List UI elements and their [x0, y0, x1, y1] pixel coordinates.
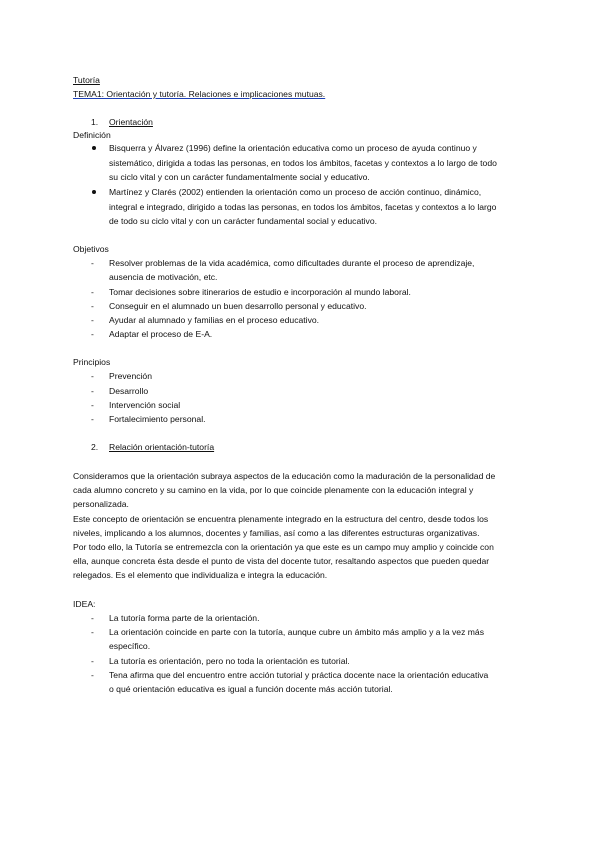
paragraph-line: cada alumno concreto y su camino en la vida, por lo que coincide plenamente con la educación integral y: [73, 485, 474, 495]
obj-item-5: Adaptar el proceso de E-A.: [109, 329, 213, 339]
idea-item-1: La tutoría forma parte de la orientación.: [109, 613, 260, 623]
dash-icon: -: [91, 329, 94, 339]
bullet-icon: [92, 190, 96, 194]
def-item-2-line-3: de todo su ciclo vital y con un carácter fundamental social y educativo.: [109, 216, 377, 226]
idea-item-3: La tutoría es orientación, pero no toda la orientación es tutorial.: [109, 656, 350, 666]
prin-item-1: Prevención: [109, 371, 152, 381]
dash-icon: -: [91, 656, 94, 666]
prin-item-2: Desarrollo: [109, 386, 149, 396]
section-2-title: Relación orientación-tutoría: [109, 442, 215, 452]
section-1-title: Orientación: [109, 117, 153, 127]
paragraph-line: Por todo ello, la Tutoría se entremezcla con la orientación ya que este es un campo muy amplio y coincide con: [73, 542, 494, 552]
paragraph-line: niveles, implicando a los alumnos, docentes y familias, así como a las diferentes estructuras organizativas.: [73, 528, 480, 538]
dash-icon: -: [91, 301, 94, 311]
idea-item-2-line-2: específico.: [109, 641, 151, 651]
def-item-1-line-1: Bisquerra y Álvarez (1996) define la orientación educativa como un proceso de ayuda continuo y: [109, 143, 477, 153]
dash-icon: -: [91, 670, 94, 680]
definicion-label: Definición: [73, 130, 111, 140]
obj-item-3: Conseguir en el alumnado un buen desarrollo personal y educativo.: [109, 301, 367, 311]
dash-icon: -: [91, 315, 94, 325]
def-item-1-line-3: su ciclo vital y con un carácter fundamentalmente social y educativo.: [109, 172, 370, 182]
obj-item-2: Tomar decisiones sobre itinerarios de estudio e incorporación al mundo laboral.: [109, 287, 411, 297]
tema-heading: TEMA1: Orientación y tutoría. Relaciones e implicaciones mutuas.: [73, 89, 326, 99]
dash-icon: -: [91, 400, 94, 410]
def-item-2-line-1: Martínez y Clarés (2002) entienden la orientación como un proceso de acción continuo, dinámico,: [109, 187, 482, 197]
obj-item-1-line-1: Resolver problemas de la vida académica, como dificultades durante el proceso de aprendizaje,: [109, 258, 475, 268]
dash-icon: -: [91, 371, 94, 381]
paragraph-line: personalizada.: [73, 499, 129, 509]
idea-label: IDEA:: [73, 599, 96, 609]
dash-icon: -: [91, 258, 94, 268]
dash-icon: -: [91, 386, 94, 396]
section-1-number: 1.: [91, 117, 99, 127]
principios-label: Principios: [73, 357, 111, 367]
obj-item-1-line-2: ausencia de motivación, etc.: [109, 272, 218, 282]
bullet-icon: [92, 146, 96, 150]
dash-icon: -: [91, 613, 94, 623]
idea-item-4-line-2: o qué orientación educativa es igual a función docente más acción tutorial.: [109, 684, 393, 694]
idea-item-4-line-1: Tena afirma que del encuentro entre acción tutorial y práctica docente nace la orientación educativa: [109, 670, 489, 680]
obj-item-4: Ayudar al alumnado y familias en el proceso educativo.: [109, 315, 320, 325]
dash-icon: -: [91, 287, 94, 297]
dash-icon: -: [91, 627, 94, 637]
dash-icon: -: [91, 414, 94, 424]
idea-item-2-line-1: La orientación coincide en parte con la tutoría, aunque cubre un ámbito más amplio y a la vez más: [109, 627, 484, 637]
paragraph-line: relegados. Es el elemento que individualiza e integra la educación.: [73, 570, 328, 580]
def-item-2-line-2: integral e integrado, dirigido a todas las personas, en todos los ámbitos, facetas y contextos a lo largo: [109, 202, 497, 212]
prin-item-3: Intervención social: [109, 400, 181, 410]
def-item-1-line-2: sistemático, dirigida a todas las personas, en todos los ámbitos, facetas y contextos a lo largo de todo: [109, 158, 497, 168]
prin-item-4: Fortalecimiento personal.: [109, 414, 206, 424]
paragraph-line: Este concepto de orientación se encuentra plenamente integrado en la estructura del centro, desde todos los: [73, 514, 489, 524]
paragraph-line: Consideramos que la orientación subraya aspectos de la educación como la maduración de la personalidad de: [73, 471, 496, 481]
doc-title: Tutoría: [73, 75, 100, 85]
paragraph-line: ella, aunque concreta ésta desde el punto de vista del docente tutor, resaltando aspectos que pueden quedar: [73, 556, 490, 566]
objetivos-label: Objetivos: [73, 244, 109, 254]
section-2-number: 2.: [91, 442, 99, 452]
